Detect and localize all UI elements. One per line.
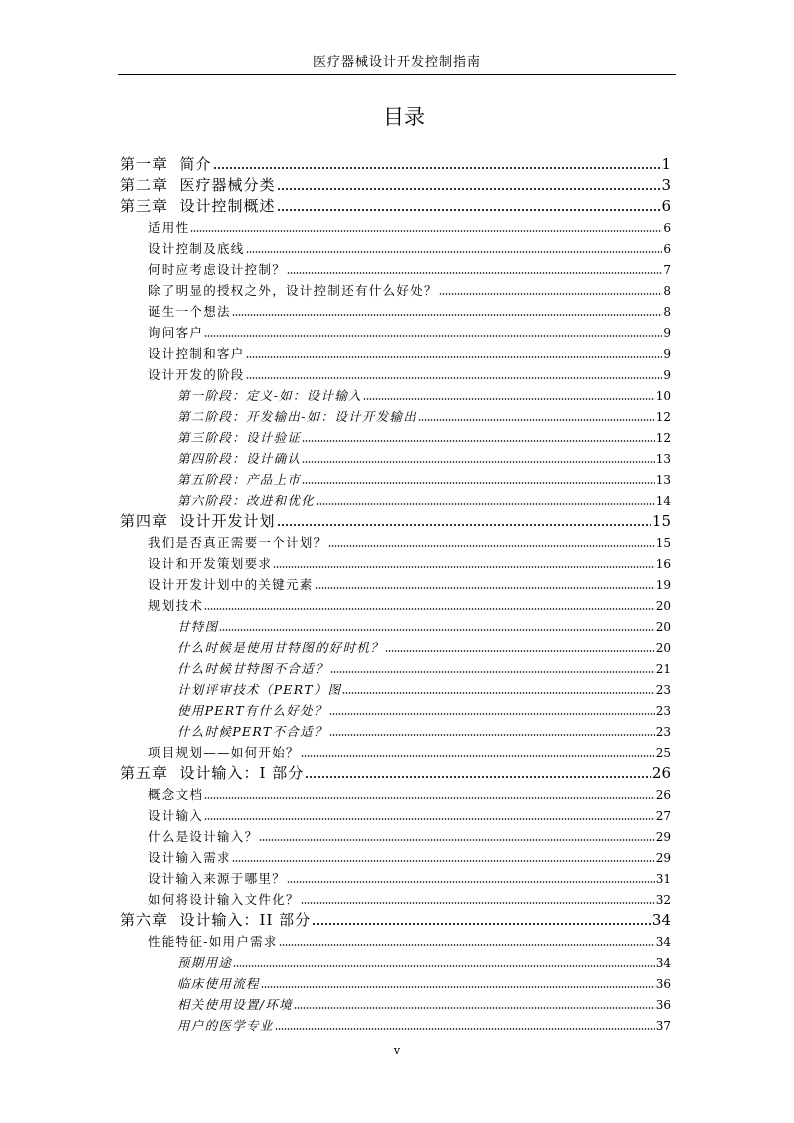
- table-of-contents: [120, 154, 671, 1036]
- toc-entry-page: 26: [655, 788, 671, 802]
- toc-entry-subsection[interactable]: [120, 427, 671, 448]
- dot-leader: [329, 713, 655, 715]
- toc-entry-title: 第二章 医疗器械分类: [120, 176, 276, 194]
- toc-entry-title: 什么时候甘特图不合适？: [177, 661, 329, 676]
- toc-entry-page: 3: [661, 176, 671, 194]
- toc-entry-title: 第二阶段：开发输出-如：设计开发输出: [177, 409, 418, 424]
- toc-entry-page: 37: [655, 1019, 671, 1033]
- toc-entry-title: 概念文档: [148, 787, 204, 802]
- dot-leader: [261, 986, 655, 988]
- toc-entry-chapter[interactable]: [120, 910, 671, 931]
- dot-leader: [315, 587, 655, 589]
- dot-leader: [330, 671, 655, 673]
- dot-leader: [301, 902, 655, 904]
- toc-entry-page: 23: [655, 683, 671, 697]
- toc-entry-title: 使用PERT有什么好处？: [177, 703, 328, 718]
- toc-entry-section[interactable]: [120, 868, 671, 889]
- dot-leader: [302, 461, 655, 463]
- toc-entry-section[interactable]: [120, 217, 671, 238]
- toc-entry-title: 设计和开发策划要求: [148, 556, 273, 571]
- dot-leader: [279, 944, 655, 946]
- toc-entry-section[interactable]: [120, 553, 671, 574]
- toc-entry-subsection[interactable]: [120, 994, 671, 1015]
- dot-leader: [342, 692, 654, 694]
- toc-entry-section[interactable]: [120, 931, 671, 952]
- toc-entry-page: 8: [663, 284, 671, 298]
- toc-entry-title: 规划技术: [148, 598, 204, 613]
- toc-entry-section[interactable]: [120, 574, 671, 595]
- toc-entry-subsection[interactable]: [120, 490, 671, 511]
- toc-entry-title: 第六章 设计输入：II 部分: [120, 911, 312, 929]
- dot-leader: [277, 188, 661, 190]
- toc-entry-chapter[interactable]: [120, 511, 671, 532]
- toc-entry-title: 设计控制和客户: [148, 346, 245, 361]
- toc-entry-page: 12: [655, 431, 671, 445]
- toc-entry-page: 20: [655, 599, 671, 613]
- dot-leader: [204, 335, 662, 337]
- toc-entry-title: 询问客户: [148, 325, 204, 340]
- dot-leader: [316, 503, 655, 505]
- toc-entry-page: 6: [663, 242, 671, 256]
- toc-entry-section[interactable]: [120, 259, 671, 280]
- dot-leader: [204, 818, 655, 820]
- toc-entry-section[interactable]: [120, 238, 671, 259]
- toc-entry-title: 第六阶段：改进和优化: [177, 493, 316, 508]
- toc-entry-page: 32: [655, 893, 671, 907]
- toc-entry-page: 9: [663, 326, 671, 340]
- toc-entry-page: 36: [655, 998, 671, 1012]
- toc-entry-title: 设计输入需求: [148, 850, 231, 865]
- toc-entry-page: 13: [655, 452, 671, 466]
- toc-entry-title: 用户的医学专业: [177, 1018, 274, 1033]
- toc-entry-subsection[interactable]: [120, 700, 671, 721]
- toc-entry-page: 29: [655, 851, 671, 865]
- toc-entry-page: 13: [655, 473, 671, 487]
- toc-entry-title: 第四章 设计开发计划: [120, 512, 276, 530]
- toc-entry-section[interactable]: [120, 301, 671, 322]
- toc-entry-chapter[interactable]: [120, 196, 671, 217]
- toc-entry-page: 31: [655, 872, 671, 886]
- toc-entry-page: 15: [651, 512, 671, 530]
- toc-entry-page: 23: [655, 704, 671, 718]
- toc-entry-section[interactable]: [120, 280, 671, 301]
- toc-entry-title: 设计输入: [148, 808, 204, 823]
- toc-entry-page: 19: [655, 578, 671, 592]
- toc-entry-subsection[interactable]: [120, 721, 671, 742]
- dot-leader: [219, 629, 654, 631]
- dot-leader: [287, 881, 655, 883]
- toc-entry-subsection[interactable]: [120, 658, 671, 679]
- toc-entry-page: 9: [663, 368, 671, 382]
- toc-entry-title: 第五阶段：产品上市: [177, 472, 302, 487]
- dot-leader: [302, 482, 655, 484]
- toc-entry-title: 何时应考虑设计控制？: [148, 262, 287, 277]
- dot-leader: [246, 356, 663, 358]
- toc-entry-subsection[interactable]: [120, 1015, 671, 1036]
- toc-entry-page: 26: [651, 764, 671, 782]
- toc-entry-title: 诞生一个想法: [148, 304, 231, 319]
- toc-entry-section[interactable]: [120, 805, 671, 826]
- toc-entry-title: 相关使用设置/环境: [177, 997, 293, 1012]
- toc-entry-section[interactable]: [120, 595, 671, 616]
- dot-leader: [233, 965, 655, 967]
- toc-entry-title: 甘特图: [177, 619, 219, 634]
- toc-entry-page: 14: [655, 494, 671, 508]
- dot-leader: [277, 209, 661, 211]
- dot-leader: [418, 419, 655, 421]
- toc-entry-title: 第三章 设计控制概述: [120, 197, 276, 215]
- toc-entry-page: 6: [661, 197, 671, 215]
- toc-entry-page: 36: [655, 977, 671, 991]
- toc-entry-subsection[interactable]: [120, 952, 671, 973]
- toc-entry-title: 第一章 简介: [120, 155, 212, 173]
- toc-entry-page: 34: [655, 956, 671, 970]
- dot-leader: [439, 293, 663, 295]
- dot-leader: [275, 1028, 655, 1030]
- dot-leader: [302, 440, 655, 442]
- dot-leader: [328, 545, 654, 547]
- dot-leader: [246, 377, 663, 379]
- toc-entry-section[interactable]: [120, 532, 671, 553]
- toc-entry-title: 第四阶段：设计确认: [177, 451, 302, 466]
- toc-entry-chapter[interactable]: [120, 175, 671, 196]
- toc-entry-title: 什么是设计输入？: [148, 829, 259, 844]
- toc-entry-title: 适用性: [148, 220, 190, 235]
- dot-leader: [287, 272, 662, 274]
- toc-entry-subsection[interactable]: [120, 679, 671, 700]
- dot-leader: [232, 860, 655, 862]
- toc-entry-title: 计划评审技术（PERT）图: [177, 682, 342, 697]
- dot-leader: [305, 776, 651, 778]
- toc-entry-subsection[interactable]: [120, 406, 671, 427]
- dot-leader: [294, 1007, 655, 1009]
- toc-entry-subsection[interactable]: [120, 637, 671, 658]
- toc-entry-title: 预期用途: [177, 955, 233, 970]
- toc-entry-page: 23: [655, 725, 671, 739]
- running-header: 医疗器械设计开发控制指南: [118, 53, 676, 75]
- toc-entry-page: 6: [663, 221, 671, 235]
- toc-entry-title: 设计开发计划中的关键元素: [148, 577, 314, 592]
- dot-leader: [213, 167, 661, 169]
- toc-entry-page: 20: [655, 641, 671, 655]
- dot-leader: [204, 608, 655, 610]
- toc-entry-title: 设计控制及底线: [148, 241, 245, 256]
- toc-heading: 目录: [383, 105, 425, 129]
- toc-entry-title: 第三阶段：设计验证: [177, 430, 302, 445]
- toc-entry-section[interactable]: [120, 343, 671, 364]
- dot-leader: [259, 839, 654, 841]
- dot-leader: [273, 566, 655, 568]
- toc-entry-title: 如何将设计输入文件化？: [148, 892, 300, 907]
- dot-leader: [277, 524, 651, 526]
- toc-entry-section[interactable]: [120, 364, 671, 385]
- toc-entry-title: 性能特征-如用户需求: [148, 934, 278, 949]
- toc-entry-page: 10: [655, 389, 671, 403]
- dot-leader: [246, 251, 663, 253]
- dot-leader: [301, 755, 655, 757]
- toc-entry-page: 27: [655, 809, 671, 823]
- toc-entry-page: 8: [663, 305, 671, 319]
- toc-entry-page: 34: [651, 911, 671, 929]
- dot-leader: [312, 923, 651, 925]
- toc-entry-page: 12: [655, 410, 671, 424]
- toc-entry-subsection[interactable]: [120, 469, 671, 490]
- toc-entry-page: 1: [661, 155, 671, 173]
- toc-entry-page: 29: [655, 830, 671, 844]
- toc-entry-chapter[interactable]: [120, 763, 671, 784]
- dot-leader: [329, 734, 655, 736]
- toc-entry-page: 25: [655, 746, 671, 760]
- toc-entry-title: 项目规划——如何开始？: [148, 745, 300, 760]
- toc-entry-title: 第五章 设计输入：I 部分: [120, 764, 305, 782]
- toc-entry-page: 7: [663, 263, 671, 277]
- toc-entry-page: 34: [655, 935, 671, 949]
- toc-entry-title: 我们是否真正需要一个计划？: [148, 535, 328, 550]
- footer-page-number: v: [393, 1044, 401, 1057]
- toc-entry-page: 20: [655, 620, 671, 634]
- dot-leader: [204, 797, 655, 799]
- toc-entry-section[interactable]: [120, 742, 671, 763]
- toc-entry-subsection[interactable]: [120, 385, 671, 406]
- dot-leader: [385, 650, 655, 652]
- toc-entry-title: 第一阶段：定义-如：设计输入: [177, 388, 362, 403]
- dot-leader: [232, 314, 663, 316]
- toc-entry-page: 21: [655, 662, 671, 676]
- toc-entry-title: 设计输入来源于哪里？: [148, 871, 287, 886]
- dot-leader: [363, 398, 655, 400]
- toc-entry-section[interactable]: [120, 784, 671, 805]
- toc-entry-title: 除了明显的授权之外，设计控制还有什么好处？: [148, 283, 438, 298]
- toc-entry-subsection[interactable]: [120, 973, 671, 994]
- toc-entry-page: 16: [655, 557, 671, 571]
- toc-entry-subsection[interactable]: [120, 616, 671, 637]
- toc-entry-section[interactable]: [120, 889, 671, 910]
- toc-entry-title: 设计开发的阶段: [148, 367, 245, 382]
- toc-entry-section[interactable]: [120, 847, 671, 868]
- toc-entry-chapter[interactable]: [120, 154, 671, 175]
- toc-entry-section[interactable]: [120, 826, 671, 847]
- toc-entry-subsection[interactable]: [120, 448, 671, 469]
- toc-entry-title: 什么时候PERT不合适？: [177, 724, 328, 739]
- toc-entry-title: 临床使用流程: [177, 976, 260, 991]
- toc-entry-page: 9: [663, 347, 671, 361]
- toc-entry-page: 15: [655, 536, 671, 550]
- toc-entry-title: 什么时候是使用甘特图的好时机？: [177, 640, 385, 655]
- toc-entry-section[interactable]: [120, 322, 671, 343]
- dot-leader: [190, 230, 662, 232]
